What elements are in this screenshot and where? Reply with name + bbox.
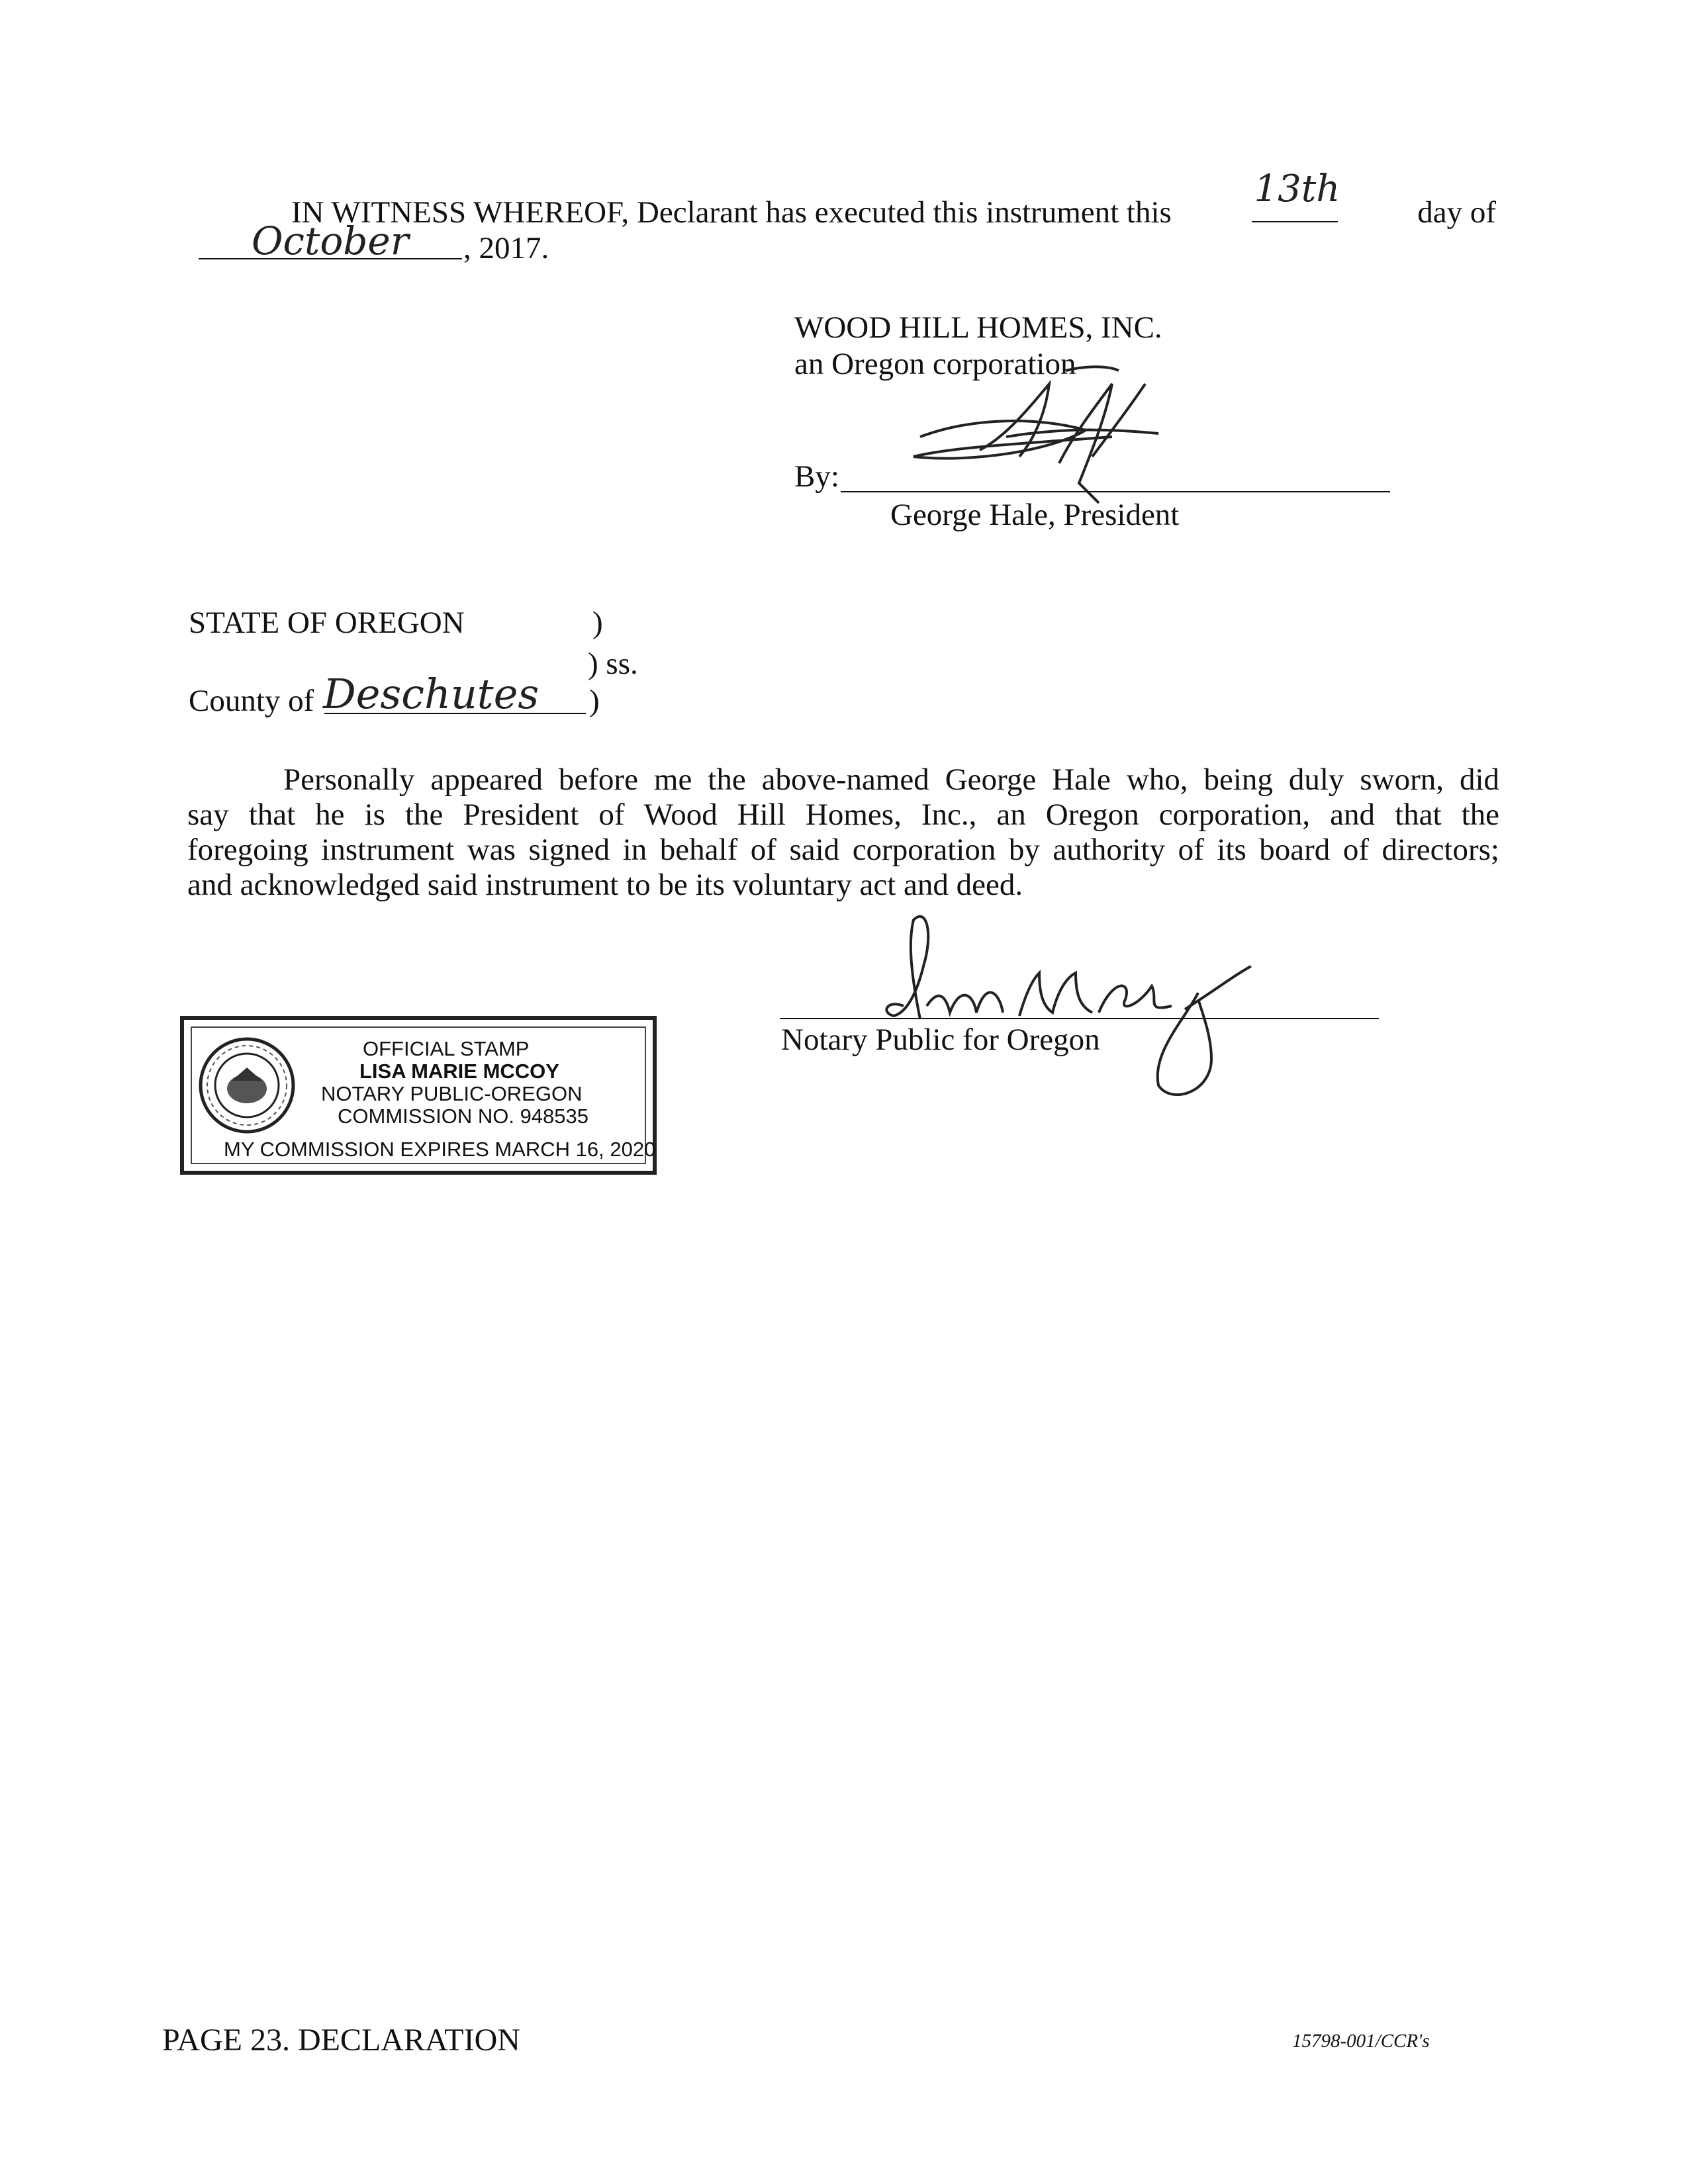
county-handwritten: Deschutes <box>323 670 539 718</box>
ack-line: foregoing instrument was signed in behalf of said corporation by authority of its board of directors; <box>187 833 1499 867</box>
state-seal-icon <box>197 1036 297 1135</box>
day-handwritten: 13th <box>1254 167 1340 210</box>
notary-label: Notary Public for Oregon <box>781 1023 1100 1057</box>
company-type: an Oregon corporation <box>794 347 1076 381</box>
venue-paren: ) <box>589 684 600 718</box>
stamp-commission-expiry: MY COMMISSION EXPIRES MARCH 16, 2020 <box>224 1138 656 1161</box>
day-blank <box>1252 167 1340 222</box>
notary-stamp <box>180 1016 657 1175</box>
county-label: County of <box>189 684 314 718</box>
ss-label: ) ss. <box>588 647 638 681</box>
document-reference-number: 15798-001/CCR's <box>1292 2030 1430 2052</box>
company-name: WOOD HILL HOMES, INC. <box>794 310 1162 345</box>
signer-name-title: George Hale, President <box>890 498 1180 532</box>
signature-line <box>841 491 1390 492</box>
ack-line: Personally appeared before me the above-named George Hale who, being duly sworn, did <box>283 762 1499 797</box>
ack-line: and acknowledged said instrument to be its voluntary act and deed. <box>187 868 1023 902</box>
acknowledgment-paragraph <box>187 762 1499 903</box>
month-handwritten: October <box>252 218 409 263</box>
stamp-title: OFFICIAL STAMP <box>363 1037 530 1060</box>
stamp-notary-name: LISA MARIE MCCOY <box>359 1060 559 1083</box>
president-signature <box>894 357 1198 510</box>
notary-signature <box>841 907 1264 1105</box>
notary-signature-line <box>780 1018 1379 1019</box>
year-text: , 2017. <box>463 231 549 265</box>
witness-text-start: IN WITNESS WHEREOF, Declarant has executed this instrument this <box>291 195 1172 230</box>
page-footer-label: PAGE 23. DECLARATION <box>162 2023 520 2058</box>
by-label: By: <box>794 459 839 494</box>
witness-clause-line <box>291 167 1496 230</box>
venue-paren: ) <box>592 606 603 640</box>
stamp-commission-number: COMMISSION NO. 948535 <box>338 1105 589 1128</box>
stamp-notary-state: NOTARY PUBLIC-OREGON <box>321 1082 583 1105</box>
state-label: STATE OF OREGON <box>189 606 465 640</box>
ack-line: say that he is the President of Wood Hill Homes, Inc., an Oregon corporation, and that the <box>187 797 1499 832</box>
witness-text-end: day of <box>1417 195 1496 230</box>
